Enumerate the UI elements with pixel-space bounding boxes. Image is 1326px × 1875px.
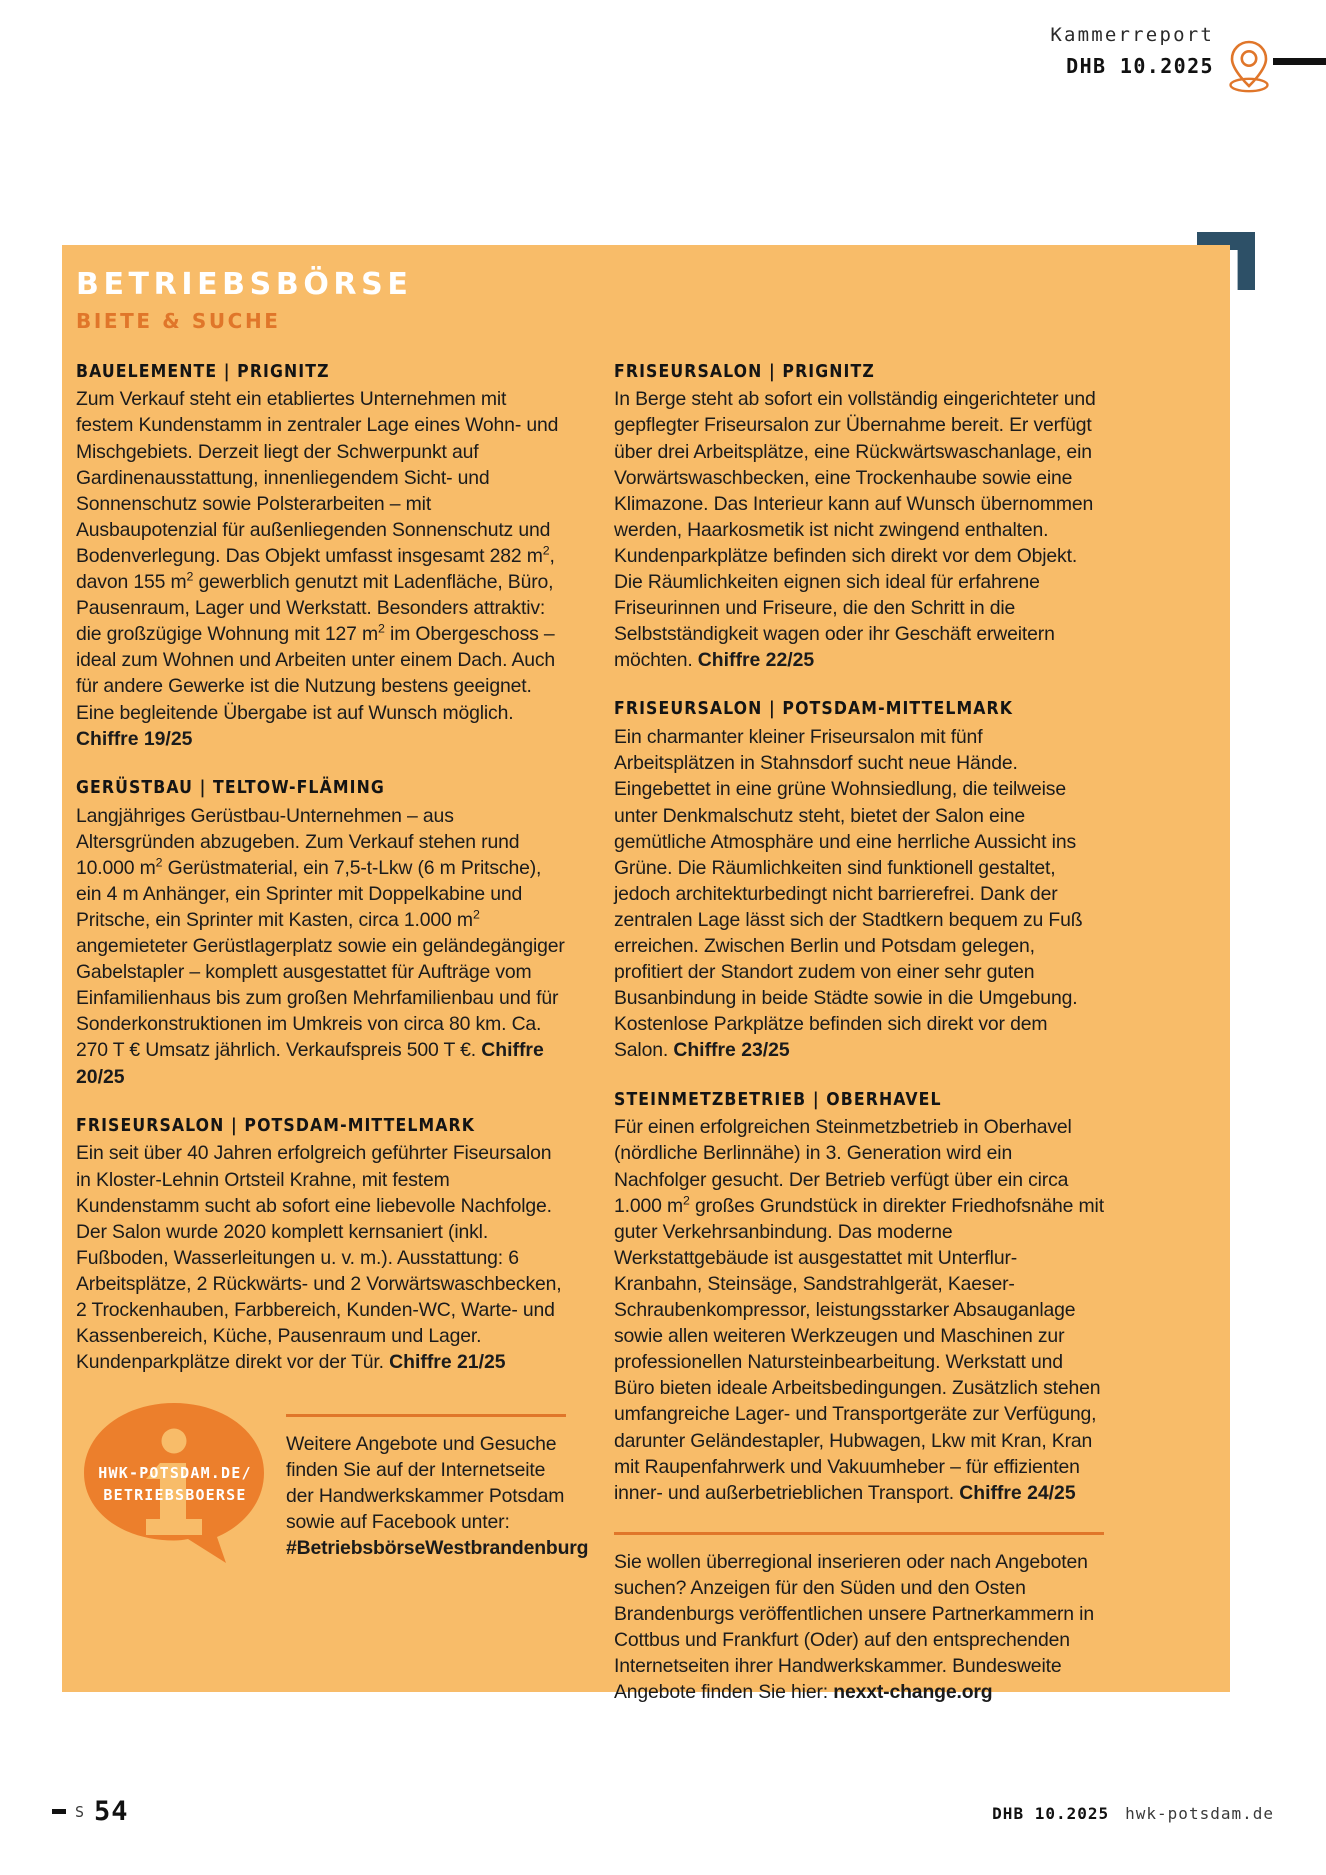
ad-chiffre: Chiffre 23/25 [673, 1039, 790, 1062]
ad-chiffre: Chiffre 19/25 [76, 727, 193, 750]
ad-heading: BAUELEMENTE | PRIGNITZ [76, 361, 330, 382]
ad-friseursalon-potsdam-mittelmark-2 [614, 699, 1104, 1063]
ad-text-part: In Berge steht ab sofort ein vollständig eingerichteter und gepflegter Friseursalon zur Übernahme bereit. Er verfügt über drei Arbeitsplätze, eine Rückwärtswaschanlage, ein Vorwärtswaschbecken, eine Trockenhaube sowie eine Klimazone. Das Interieur kann auf Wunsch übernommen werden, Haarkosmetik ist nicht zwingend enthalten. Kundenparkplätze befinden sich direkt vor dem Objekt. Die Räumlichkeiten eignen sich ideal für erfahrene Friseurinnen und Friseure, die den Schritt in die Selbstständigkeit wagen oder ihr Geschäft erweitern möchten. [614, 388, 1096, 672]
ad-text-part: , davon 155 m [76, 544, 555, 594]
note-text-part: Sie wollen überregional inserieren oder nach Angeboten suchen? Anzeigen für den Süden und den Osten Brandenburgs veröffentlichen unsere Partnerkammern in Cottbus und Frankfurt (Oder) auf den entsprechenden Internetseiten ihrer Handwerkskammer. Bundesweite Angebote finden Sie hier: [614, 1550, 1094, 1704]
ad-steinmetzbetrieb [614, 1090, 1104, 1506]
note-text [286, 1431, 589, 1561]
footer-left [52, 1796, 129, 1827]
header-rule [1273, 58, 1326, 65]
kammerreport-label: Kammerreport [1050, 24, 1214, 46]
page-header [766, 24, 1326, 94]
ad-chiffre: Chiffre 24/25 [959, 1481, 1076, 1504]
superscript: 2 [472, 907, 480, 922]
bubble-url-line-1: HWK-POTSDAM.DE/ [98, 1464, 252, 1483]
ad-heading: FRISEURSALON | PRIGNITZ [614, 361, 875, 382]
note-text-part: Weitere Angebote und Gesuche finden Sie auf der Internetseite der Handwerkskammer Potsdam sowie auf Facebook unter: [286, 1432, 565, 1534]
ad-text-part: Gerüstmaterial, ein 7,5-t-Lkw (6 m Pritsche), ein 4 m Anhänger, ein Sprinter mit Doppelkabine und Pritsche, ein Sprinter mit Kasten, circa 1.000 m [76, 856, 542, 931]
betriebsboerse-panel [62, 245, 1230, 1704]
page-subtitle: BIETE & SUCHE [76, 308, 281, 333]
ad-body [614, 1114, 1104, 1505]
info-bubble [76, 1401, 272, 1565]
footer-url: hwk-potsdam.de [1125, 1804, 1274, 1823]
ad-friseursalon-potsdam-mittelmark-1 [76, 1116, 566, 1376]
left-bottom-note-block [76, 1401, 589, 1565]
ad-body [76, 386, 566, 751]
location-pin-icon [1224, 38, 1274, 94]
superscript: 2 [155, 855, 163, 870]
ad-text-part: Zum Verkauf steht ein etabliertes Unternehmen mit festem Kundenstamm in zentraler Lage eines Wohn- und Mischgebiets. Derzeit liegt der Schwerpunkt auf Gardinenausstattung, innenliegendem Sicht- und Sonnenschutz sowie Polsterarbeiten – mit Ausbaupotenzial für außenliegenden Sonnenschutz und Bodenverlegung. Das Objekt umfasst insgesamt 282 m [76, 388, 559, 567]
ad-body [76, 803, 566, 1090]
ad-text-part: im Obergeschoss – ideal zum Wohnen und Arbeiten unter einem Dach. Auch für andere Gewerke ist die Nutzung bestens geeignet. Eine begleitende Übergabe ist auf Wunsch möglich. [76, 623, 556, 724]
ad-body [614, 386, 1104, 673]
note-divider [286, 1414, 566, 1417]
ad-friseursalon-prignitz [614, 362, 1104, 674]
page-title: BETRIEBSBÖRSE [76, 267, 413, 302]
note-link[interactable]: nexxt-change.org [833, 1681, 993, 1704]
right-column [614, 362, 1104, 1706]
ad-text-part: angemieteter Gerüstlagerplatz sowie ein geländegängiger Gabelstapler – komplett ausgestattet für Aufträge vom Einfamilienhaus bis zum großen Mehrfamilienbau und für Sonderkonstruktionen im Umkreis von circa 80 km. Ca. 270 T € Umsatz jährlich. Verkaufspreis 500 T €. [76, 935, 565, 1062]
ad-text-part: Ein charmanter kleiner Friseursalon mit fünf Arbeitsplätzen in Stahnsdorf sucht neue Hände. Eingebettet in eine grüne Wohnsiedlung, die teilweise unter Denkmalschutz steht, bietet der Salon eine gemütliche Atmosphäre und eine herrliche Aussicht ins Grüne. Die Räumlichkeiten sind funktionell gestaltet, jedoch architekturbedingt nicht barrierefrei. Dank der zentralen Lage lässt sich der Stadtkern bequem zu Fuß erreichen. Zwischen Berlin und Potsdam gelegen, profitiert der Standort zudem von einer sehr guten Busanbindung in beide Städte sowie in die Umgebung. Kostenlose Parkplätze befinden sich direkt vor dem Salon. [614, 726, 1083, 1062]
ad-geruestbau [76, 778, 566, 1090]
superscript: 2 [186, 569, 194, 584]
superscript: 2 [378, 621, 385, 636]
bubble-url-label [62, 1463, 288, 1506]
ad-heading: STEINMETZBETRIEB | OBERHAVEL [614, 1089, 942, 1110]
ad-heading: FRISEURSALON | POTSDAM-MITTELMARK [614, 699, 1014, 720]
ad-text-part: großes Grundstück in direkter Friedhofsnähe mit guter Verkehrsanbindung. Das moderne Werkstattgebäude ist ausgestattet mit Unterflur-Kranbahn, Steinsäge, Sandstrahlgerät, Kaeser-Schraubenkompressor, leistungsstarker Absauganlage sowie allen weiteren Werkzeugen und Maschinen zur professionellen Natursteinbearbeitung. Werkstatt und Büro bieten ideale Arbeitsbedingungen. Zusätzlich stehen umfangreiche Lager- und Transportgeräte zur Verfügung, darunter Geländestapler, Hubwagen, Lkw mit Kran, Kran mit Raupenfahrwerk und Vakuumheber – für effizienten inner- und außerbetrieblichen Transport. [614, 1194, 1104, 1504]
left-note [286, 1414, 589, 1565]
ad-bauelemente [76, 362, 566, 752]
footer-page-prefix: S [75, 1802, 86, 1821]
header-issue-label: DHB 10.2025 [1066, 54, 1214, 78]
right-note [614, 1532, 1104, 1706]
footer-right [992, 1804, 1274, 1823]
superscript: 2 [683, 1193, 690, 1208]
left-column [76, 361, 589, 1566]
ad-heading: FRISEURSALON | POTSDAM-MITTELMARK [76, 1115, 476, 1136]
ad-text-part: gewerblich genutzt mit Ladenfläche, Büro, Pausenraum, Lager und Werkstatt. Besonders attraktiv: die großzügige Wohnung mit 127 m [76, 571, 554, 646]
superscript: 2 [542, 543, 550, 558]
note-hashtag: #BetriebsbörseWestbrandenburg [286, 1537, 589, 1560]
ad-chiffre: Chiffre 21/25 [389, 1351, 506, 1374]
bubble-url-line-2: BETRIEBSBOERSE [103, 1485, 247, 1504]
footer-issue: DHB 10.2025 [992, 1804, 1110, 1823]
ad-body [76, 1140, 566, 1375]
ad-text-part: Ein seit über 40 Jahren erfolgreich geführter Fiseursalon in Kloster-Lehnin Ortsteil Krahne, mit festem Kundenstamm sucht ab sofort eine liebevolle Nachfolge. Der Salon wurde 2020 komplett kernsaniert (inkl. Fußboden, Wasserleitungen u. v. m.). Ausstattung: 6 Arbeitsplätze, 2 Rückwärts- und 2 Vorwärtswaschbecken, 2 Trockenhauben, Farbbereich, Kunden-WC, Warte- und Kassenbereich, Küche, Pausenraum und Lager. Kundenparkplätze direkt vor der Tür. [76, 1142, 562, 1374]
note-text [614, 1549, 1104, 1706]
ad-text-part: Langjähriges Gerüstbau-Unternehmen – aus Altersgründen abzugeben. Zum Verkauf stehen rund 10.000 m [76, 804, 520, 879]
ad-heading: GERÜSTBAU | TELTOW-FLÄMING [76, 777, 385, 798]
ad-body [614, 724, 1104, 1063]
ad-chiffre: Chiffre 22/25 [697, 649, 815, 672]
ad-text-part: Für einen erfolgreichen Steinmetzbetrieb in Oberhavel (nördliche Berlinnähe) in 3. Generation wird ein Nachfolger gesucht. Der Betrieb verfügt über ein circa 1.000 m [614, 1116, 1072, 1217]
footer-dash [52, 1809, 66, 1814]
footer-page-number: 54 [94, 1796, 129, 1827]
ad-chiffre: Chiffre 20/25 [76, 1039, 544, 1088]
note-divider [614, 1532, 1104, 1535]
